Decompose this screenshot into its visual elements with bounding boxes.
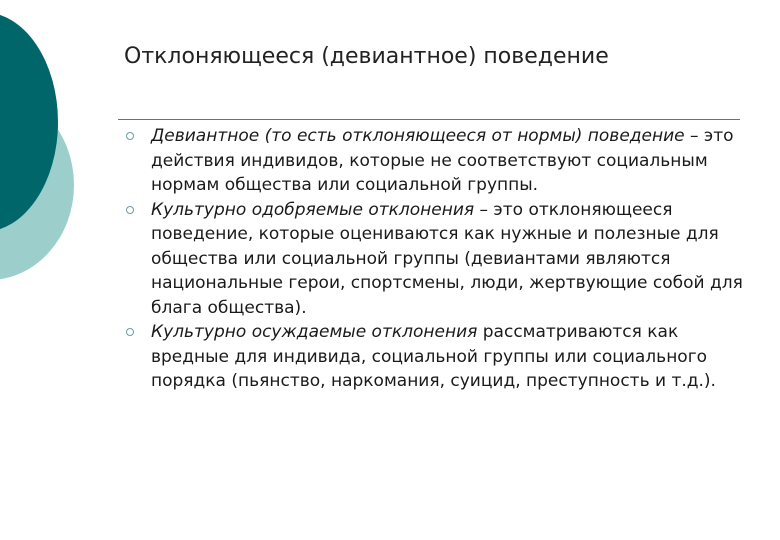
circle-bullet-icon [126,206,134,214]
bullet-item-condemned-deviations [126,320,756,394]
circle-bullet-icon [126,132,134,140]
bullet-text: рассматриваются как вредные для индивида, социальной группы или социального порядка (пьянство, наркомания, суицид, преступность и т.д.). [151,322,716,391]
bullet-item-approved-deviations [126,198,756,321]
bullet-item-deviant-behavior [126,124,756,198]
circle-bullet-icon [126,328,134,336]
bullet-list [126,124,756,394]
bullet-term: Девиантное (то есть отклоняющееся от нормы) поведение [151,126,685,146]
bullet-text: – это действия индивидов, которые не соответствуют социальным нормам общества или социальной группы. [151,126,734,195]
slide-title: Отклоняющееся (девиантное) поведение [124,44,609,69]
title-divider [118,119,740,120]
bullet-term: Культурно одобряемые отклонения [151,199,475,220]
bullet-term: Культурно осуждаемые отклонения [151,322,478,342]
bullet-text: – это отклоняющееся поведение, которые оцениваются как нужные и полезные для общества или социальной группы (девиантами являются национальные герои, спортсмены, люди, жертвующие собой для блага общества). [151,199,743,318]
